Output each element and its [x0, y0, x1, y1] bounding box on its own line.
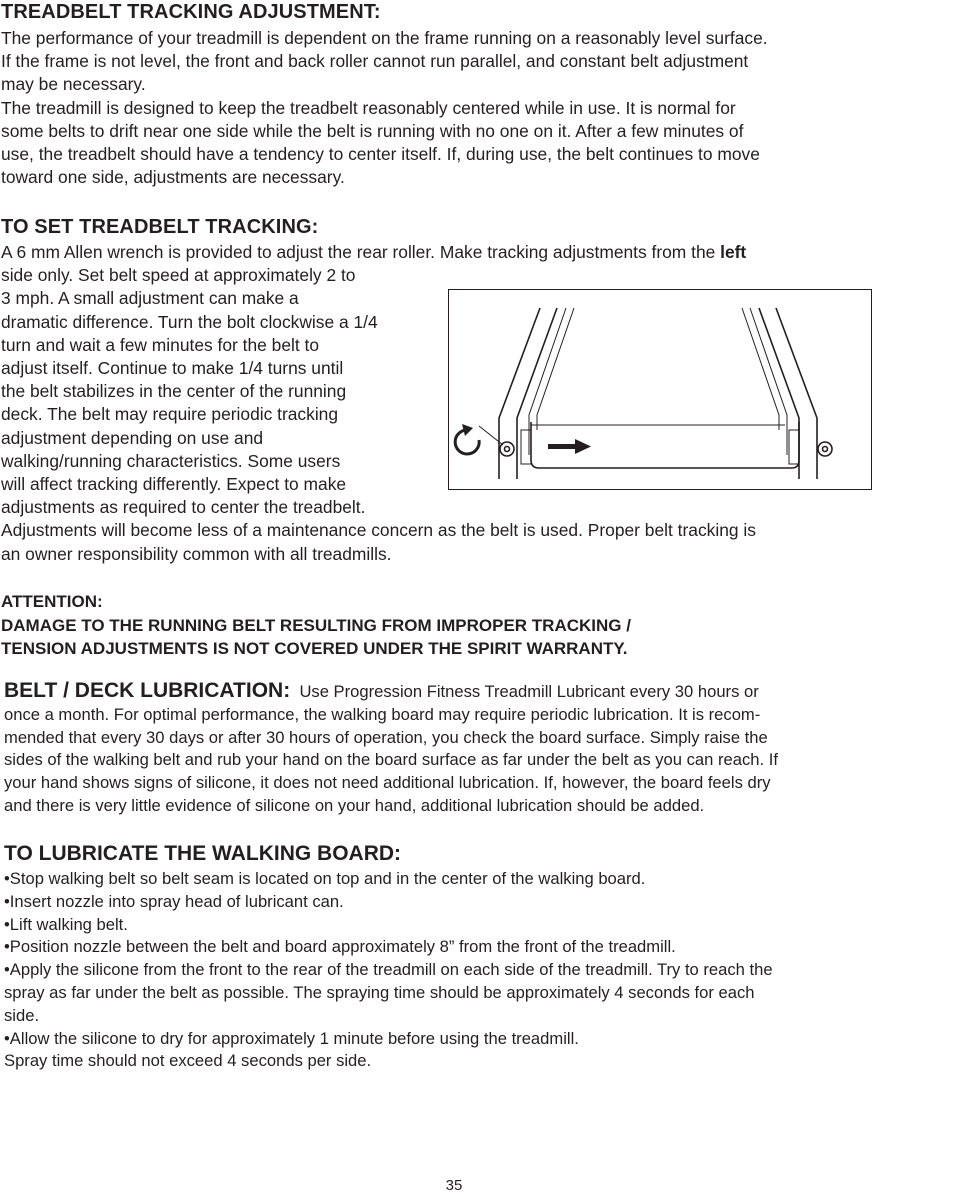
list-item: •Apply the silicone from the front to the rear of the treadmill on each side of the treadmill. Try to reach the — [4, 960, 773, 980]
text-line: side only. Set belt speed at approximately 2 to — [1, 265, 356, 286]
left-rail-edge — [529, 308, 566, 455]
text-line: The performance of your treadmill is dependent on the frame running on a reasonably level surface. — [1, 28, 768, 48]
text-line: and there is very little evidence of silicone on your hand, additional lubrication should be added. — [4, 795, 705, 815]
set-tracking-heading: TO SET TREADBELT TRACKING: — [1, 216, 319, 238]
text-line: If the frame is not level, the front and back roller cannot run parallel, and constant belt adjustment — [1, 51, 749, 72]
list-item: •Lift walking belt. — [4, 914, 128, 934]
text-line: may be necessary. — [1, 74, 146, 95]
rear-roller-diagram — [448, 289, 872, 490]
lubrication-section — [4, 680, 778, 818]
left-rail-edge2 — [537, 308, 574, 430]
diagram-drawing — [449, 290, 870, 488]
text-line: some belts to drift near one side while the belt is running with no one on it. After a few minutes of — [1, 120, 744, 141]
direction-arrowhead — [575, 439, 591, 454]
lubrication-heading: BELT / DECK LUBRICATION: — [4, 679, 291, 702]
text-line: walking/running characteristics. Some users — [1, 450, 341, 471]
list-item: •Insert nozzle into spray head of lubricant can. — [4, 891, 344, 911]
bolt-icon-center — [823, 447, 828, 452]
right-rail-inner — [759, 308, 799, 479]
text-line: use, the treadbelt should have a tendency to center itself. If, during use, the belt continues to move — [1, 144, 760, 165]
text-line: turn and wait a few minutes for the belt to — [1, 334, 320, 355]
tracking-adjustment-body — [1, 27, 768, 189]
first-line-text: A 6 mm Allen wrench is provided to adjust the rear roller. Make tracking adjustments from the — [1, 242, 721, 262]
text-line: sides of the walking belt and rub your hand on the board surface as far under the belt as you can reach. If — [4, 750, 778, 770]
direction-arrow-icon — [548, 444, 578, 449]
warranty-warning-line: TENSION ADJUSTMENTS IS NOT COVERED UNDER THE SPIRIT WARRANTY. — [1, 639, 628, 658]
list-item: •Position nozzle between the belt and board approximately 8” from the front of the treadmill. — [4, 937, 676, 957]
text-line — [1, 241, 756, 264]
text-line: the belt stabilizes in the center of the running — [1, 381, 347, 402]
text-line: Adjustments will become less of a maintenance concern as the belt is used. Proper belt tracking is — [1, 520, 756, 541]
right-rail-edge2 — [742, 308, 779, 430]
left-rail-outer — [499, 308, 540, 479]
text-line: will affect tracking differently. Expect to make — [1, 474, 347, 495]
warranty-warning-line: DAMAGE TO THE RUNNING BELT RESULTING FROM IMPROPER TRACKING / — [1, 615, 631, 635]
text-line: adjust itself. Continue to make 1/4 turns until — [1, 358, 344, 379]
text-line: adjustments as required to center the treadbelt. — [1, 497, 366, 518]
lubricate-board-steps — [4, 868, 773, 1073]
list-item: •Allow the silicone to dry for approximately 1 minute before using the treadmill. — [4, 1028, 579, 1048]
text-line: mended that every 30 days or after 30 hours of operation, you check the board surface. Simply raise the — [4, 727, 768, 747]
text-line: toward one side, adjustments are necessary. — [1, 167, 345, 188]
lubricate-board-heading: TO LUBRICATE THE WALKING BOARD: — [4, 842, 402, 865]
left-rail-inner — [517, 308, 557, 479]
text-line: your hand shows signs of silicone, it does not need additional lubrication. If, however, the board feels dry — [4, 773, 771, 793]
text-line: deck. The belt may require periodic tracking — [1, 404, 339, 425]
list-item: spray as far under the belt as possible. The spraying time should be approximately 4 seconds for each — [4, 982, 755, 1002]
bolt-icon-center — [505, 447, 510, 452]
text-line: The treadmill is designed to keep the treadbelt reasonably centered while in use. It is normal for — [1, 97, 736, 118]
right-rail-edge — [750, 308, 787, 455]
list-item: side. — [4, 1005, 40, 1025]
tracking-adjustment-heading: TREADBELT TRACKING ADJUSTMENT: — [1, 1, 381, 23]
text-line: once a month. For optimal performance, the walking board may require periodic lubrication. It is recom- — [4, 704, 761, 724]
emphasis-left: left — [720, 242, 747, 262]
text-line: 3 mph. A small adjustment can make a — [1, 288, 299, 309]
list-item: Spray time should not exceed 4 seconds per side. — [4, 1051, 372, 1071]
attention-block — [1, 590, 631, 661]
text-line: adjustment depending on use and — [1, 427, 264, 448]
right-bracket — [789, 430, 799, 464]
text-line: dramatic difference. Turn the bolt clockwise a 1/4 — [1, 311, 378, 332]
text-line: an owner responsibility common with all treadmills. — [1, 543, 392, 564]
right-rail-outer — [776, 308, 817, 479]
bolt-icon — [818, 442, 832, 456]
attention-label: ATTENTION: — [1, 592, 103, 611]
rotation-arrowhead — [462, 424, 473, 436]
text-line — [4, 680, 778, 704]
list-item: •Stop walking belt so belt seam is located on top and in the center of the walking board. — [4, 869, 646, 888]
page-number: 35 — [445, 1177, 463, 1194]
lubrication-first-line: Use Progression Fitness Treadmill Lubricant every 30 hours or — [299, 682, 759, 701]
